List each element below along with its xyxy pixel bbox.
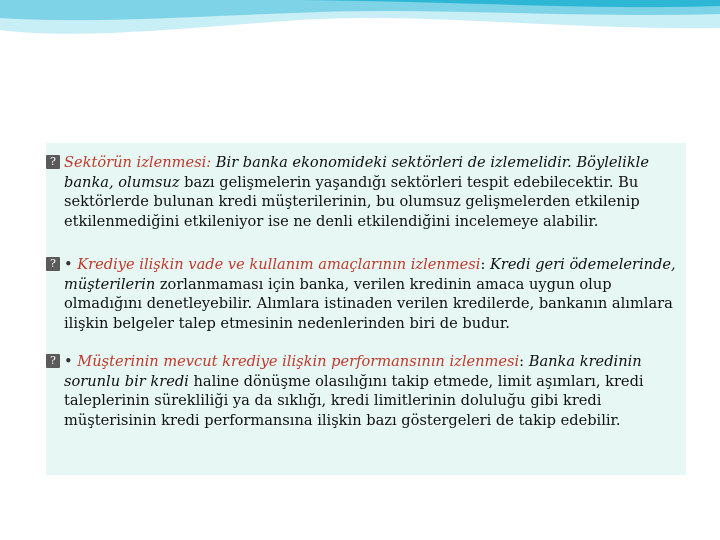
- paragraph-italic-text: Kredi geri ödemelerinde, müşterilerin: [64, 256, 676, 293]
- paragraph-italic-text: Banka kredinin sorunlu bir kredi: [64, 353, 642, 390]
- paragraph-title: Sektörün izlenmesi: [64, 154, 207, 171]
- paragraph-separator: :: [519, 353, 529, 370]
- paragraph-body: haline dönüşme olasılığını takip etmede, limit aşımları, kredi taleplerinin sürekliliği ya da sıklığı, kredi limitlerinin doluluğu gibi kredi müşterisinin kredi performansına ilişkin bazı göstergeleri de takip edebilir.: [64, 372, 644, 429]
- paragraph-body: bazı gelişmelerin yaşandığı sektörleri tespit edebilecektir. Bu sektörlerde bulunan kredi müşterilerinin, bu olumsuz gelişmelerden etkilenip etkilenmediğini etkileniyor ise ne denli etkilendiğini incelemeye alabilir.: [64, 173, 640, 230]
- paragraph-italic-text: Bir banka ekonomideki sektörleri de izlemelidir. Böylelikle banka, olumsuz: [64, 154, 649, 191]
- paragraph-separator: :: [480, 256, 491, 273]
- paragraph-title: Müşterinin mevcut krediye ilişkin performansının izlenmesi: [77, 353, 520, 370]
- header-wave-decoration: [0, 0, 720, 70]
- paragraph-body: zorlanmaması için banka, verilen kredinin amaca uygun olup olmadığını denetleyebilir. Alımlara istinaden verilen kredilerde, bankanın alımlara ilişkin belgeler talep etmesinin nedenlerinden biri de budur.: [64, 275, 673, 332]
- paragraph-lead: •: [64, 353, 78, 370]
- paragraph-lead: •: [64, 256, 78, 273]
- text-panel: [46, 143, 686, 475]
- bullet-icon: ?: [46, 155, 60, 169]
- paragraph-title: Krediye ilişkin vade ve kullanım amaçlarının izlenmesi: [77, 256, 481, 273]
- paragraph-sector-monitoring: [46, 153, 686, 231]
- bullet-icon: ?: [46, 354, 60, 368]
- paragraph-performance-monitoring: [46, 352, 686, 430]
- bullet-icon: ?: [46, 257, 60, 271]
- paragraph-maturity-usage-monitoring: [46, 255, 686, 333]
- paragraph-separator: :: [206, 154, 216, 171]
